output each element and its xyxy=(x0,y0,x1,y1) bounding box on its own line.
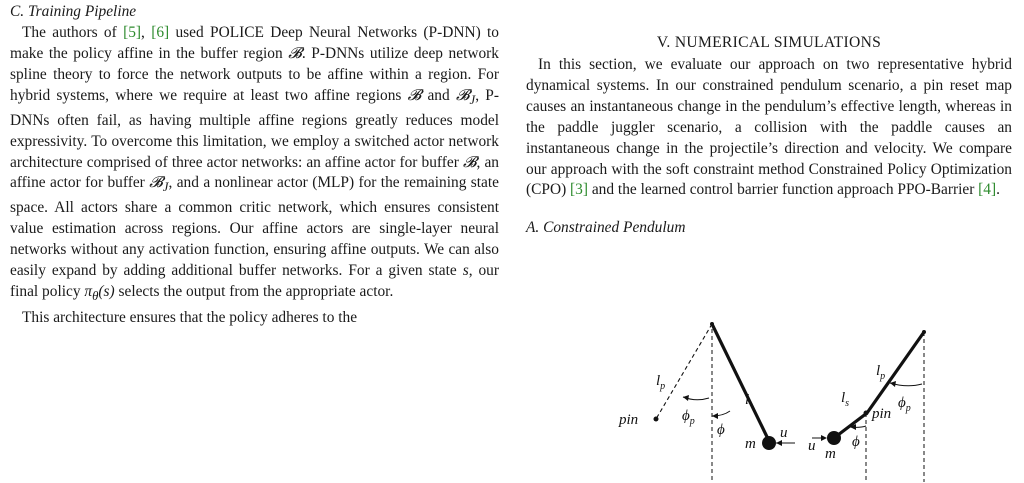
label-phi-p: $\phi_p$ xyxy=(682,408,695,427)
text-run: used POLICE Deep Neural Networks (P-DNN) to make the policy affine in the buffer region xyxy=(10,24,499,62)
math-policy xyxy=(84,283,115,304)
text-run: , xyxy=(141,24,152,41)
text-run: . P-DNNs utilize deep network spline theory to force the network outputs to be affine within a region. For hybrid systems, where we require at least two affine regions xyxy=(10,44,499,104)
pivot-point xyxy=(710,322,714,326)
label-phi-p-right: $\phi_p$ xyxy=(898,395,911,414)
arrowhead xyxy=(683,395,689,401)
arrowhead xyxy=(821,435,827,441)
subsection-title-constrained-pendulum: A. Constrained Pendulum xyxy=(526,219,686,237)
math-symbol-buffer: 𝓑 xyxy=(462,153,477,171)
right-column xyxy=(526,0,1012,238)
citation-3[interactable]: [3] xyxy=(570,181,588,199)
paragraph-architecture: This architecture ensures that the policy adheres to the xyxy=(22,309,358,327)
label-pin-right: pin xyxy=(872,406,892,422)
pendulum-mass xyxy=(827,431,841,445)
section-title-numerical-simulations: V. NUMERICAL SIMULATIONS xyxy=(656,34,882,51)
pin-point xyxy=(864,411,869,416)
subsection-title-training-pipeline: C. Training Pipeline xyxy=(10,3,137,20)
pin-dashed-line xyxy=(656,324,712,419)
constrained-pendulum-figure xyxy=(600,322,960,483)
arrowhead xyxy=(890,381,896,387)
text-run: , an affine actor for buffer xyxy=(10,153,499,192)
paragraph-numerical-simulations xyxy=(526,55,1012,201)
math-symbol-buffer: 𝓑 xyxy=(407,86,422,104)
pivot-point xyxy=(922,330,926,334)
label-l: l xyxy=(745,392,750,408)
text-run: The authors of xyxy=(22,24,124,41)
math-subscript: J xyxy=(162,180,169,195)
text-run: , our final policy xyxy=(10,262,499,301)
label-pin-left: pin xyxy=(619,412,639,428)
text-run: . xyxy=(996,181,1000,199)
math-symbol-buffer-j xyxy=(149,174,169,195)
math-base: π xyxy=(84,283,93,301)
label-m: m xyxy=(745,436,756,452)
text-run: and xyxy=(421,86,456,104)
citation-4[interactable]: [4] xyxy=(978,181,997,199)
math-base: 𝓑 xyxy=(149,174,163,192)
math-subscript: θ xyxy=(92,289,99,304)
math-base: 𝓑 xyxy=(455,86,470,104)
math-symbol-buffer-j xyxy=(455,86,476,107)
label-u: u xyxy=(780,425,788,441)
pendulum-mass xyxy=(762,436,776,450)
math-symbol-buffer: 𝓑 xyxy=(288,44,302,62)
citation-5[interactable]: [5] xyxy=(123,24,142,41)
math-subscript: J xyxy=(469,92,476,107)
label-phi-right: ϕ xyxy=(852,434,860,450)
left-column xyxy=(10,0,499,329)
label-lp-right: $l_p$ xyxy=(876,363,886,382)
label-lp: $l_p$ xyxy=(656,373,666,392)
paragraph-training-pipeline xyxy=(10,23,499,307)
text-run: selects the output from the appropriate actor. xyxy=(114,283,394,301)
citation-6[interactable]: [6] xyxy=(151,24,170,41)
text-run: , P-DNNs often fail, as having multiple affine regions greatly reduces model expressivity. To overcome this limitation, we employ a switched actor network architecture comprised of three actor networks: an affine actor for buffer xyxy=(10,86,499,171)
label-m-right: m xyxy=(825,446,836,462)
math-state-s: s xyxy=(462,262,469,280)
text-run: , and a nonlinear actor (MLP) for the remaining state space. All actors share a common critic network, which ensures consistent value estimation across regions. Our affine actors are single-layer neural networks without any activation function, ensuring affine outputs. We can also easily expand by adding additional buffer networks. For a given state xyxy=(10,174,499,280)
label-ls: $l_s$ xyxy=(841,390,850,409)
text-run: In this section, we evaluate our approach on two representative hybrid dynamical systems. In our constrained pendulum scenario, a pin reset map causes an instantaneous change in the pendulum’s effective length, whereas in the paddle juggler scenario, a collision with the paddle causes an instantaneous change in the projectile’s direction and velocity. We compare our approach with the soft constraint method Constrained Policy Optimization (CPO) xyxy=(526,56,1012,199)
math-argument: (s) xyxy=(98,283,115,301)
label-phi: ϕ xyxy=(717,422,725,438)
pin-point xyxy=(654,417,659,422)
arrowhead xyxy=(712,413,718,419)
label-u-right: u xyxy=(808,438,816,454)
text-run: and the learned control barrier function approach PPO-Barrier xyxy=(588,181,979,199)
